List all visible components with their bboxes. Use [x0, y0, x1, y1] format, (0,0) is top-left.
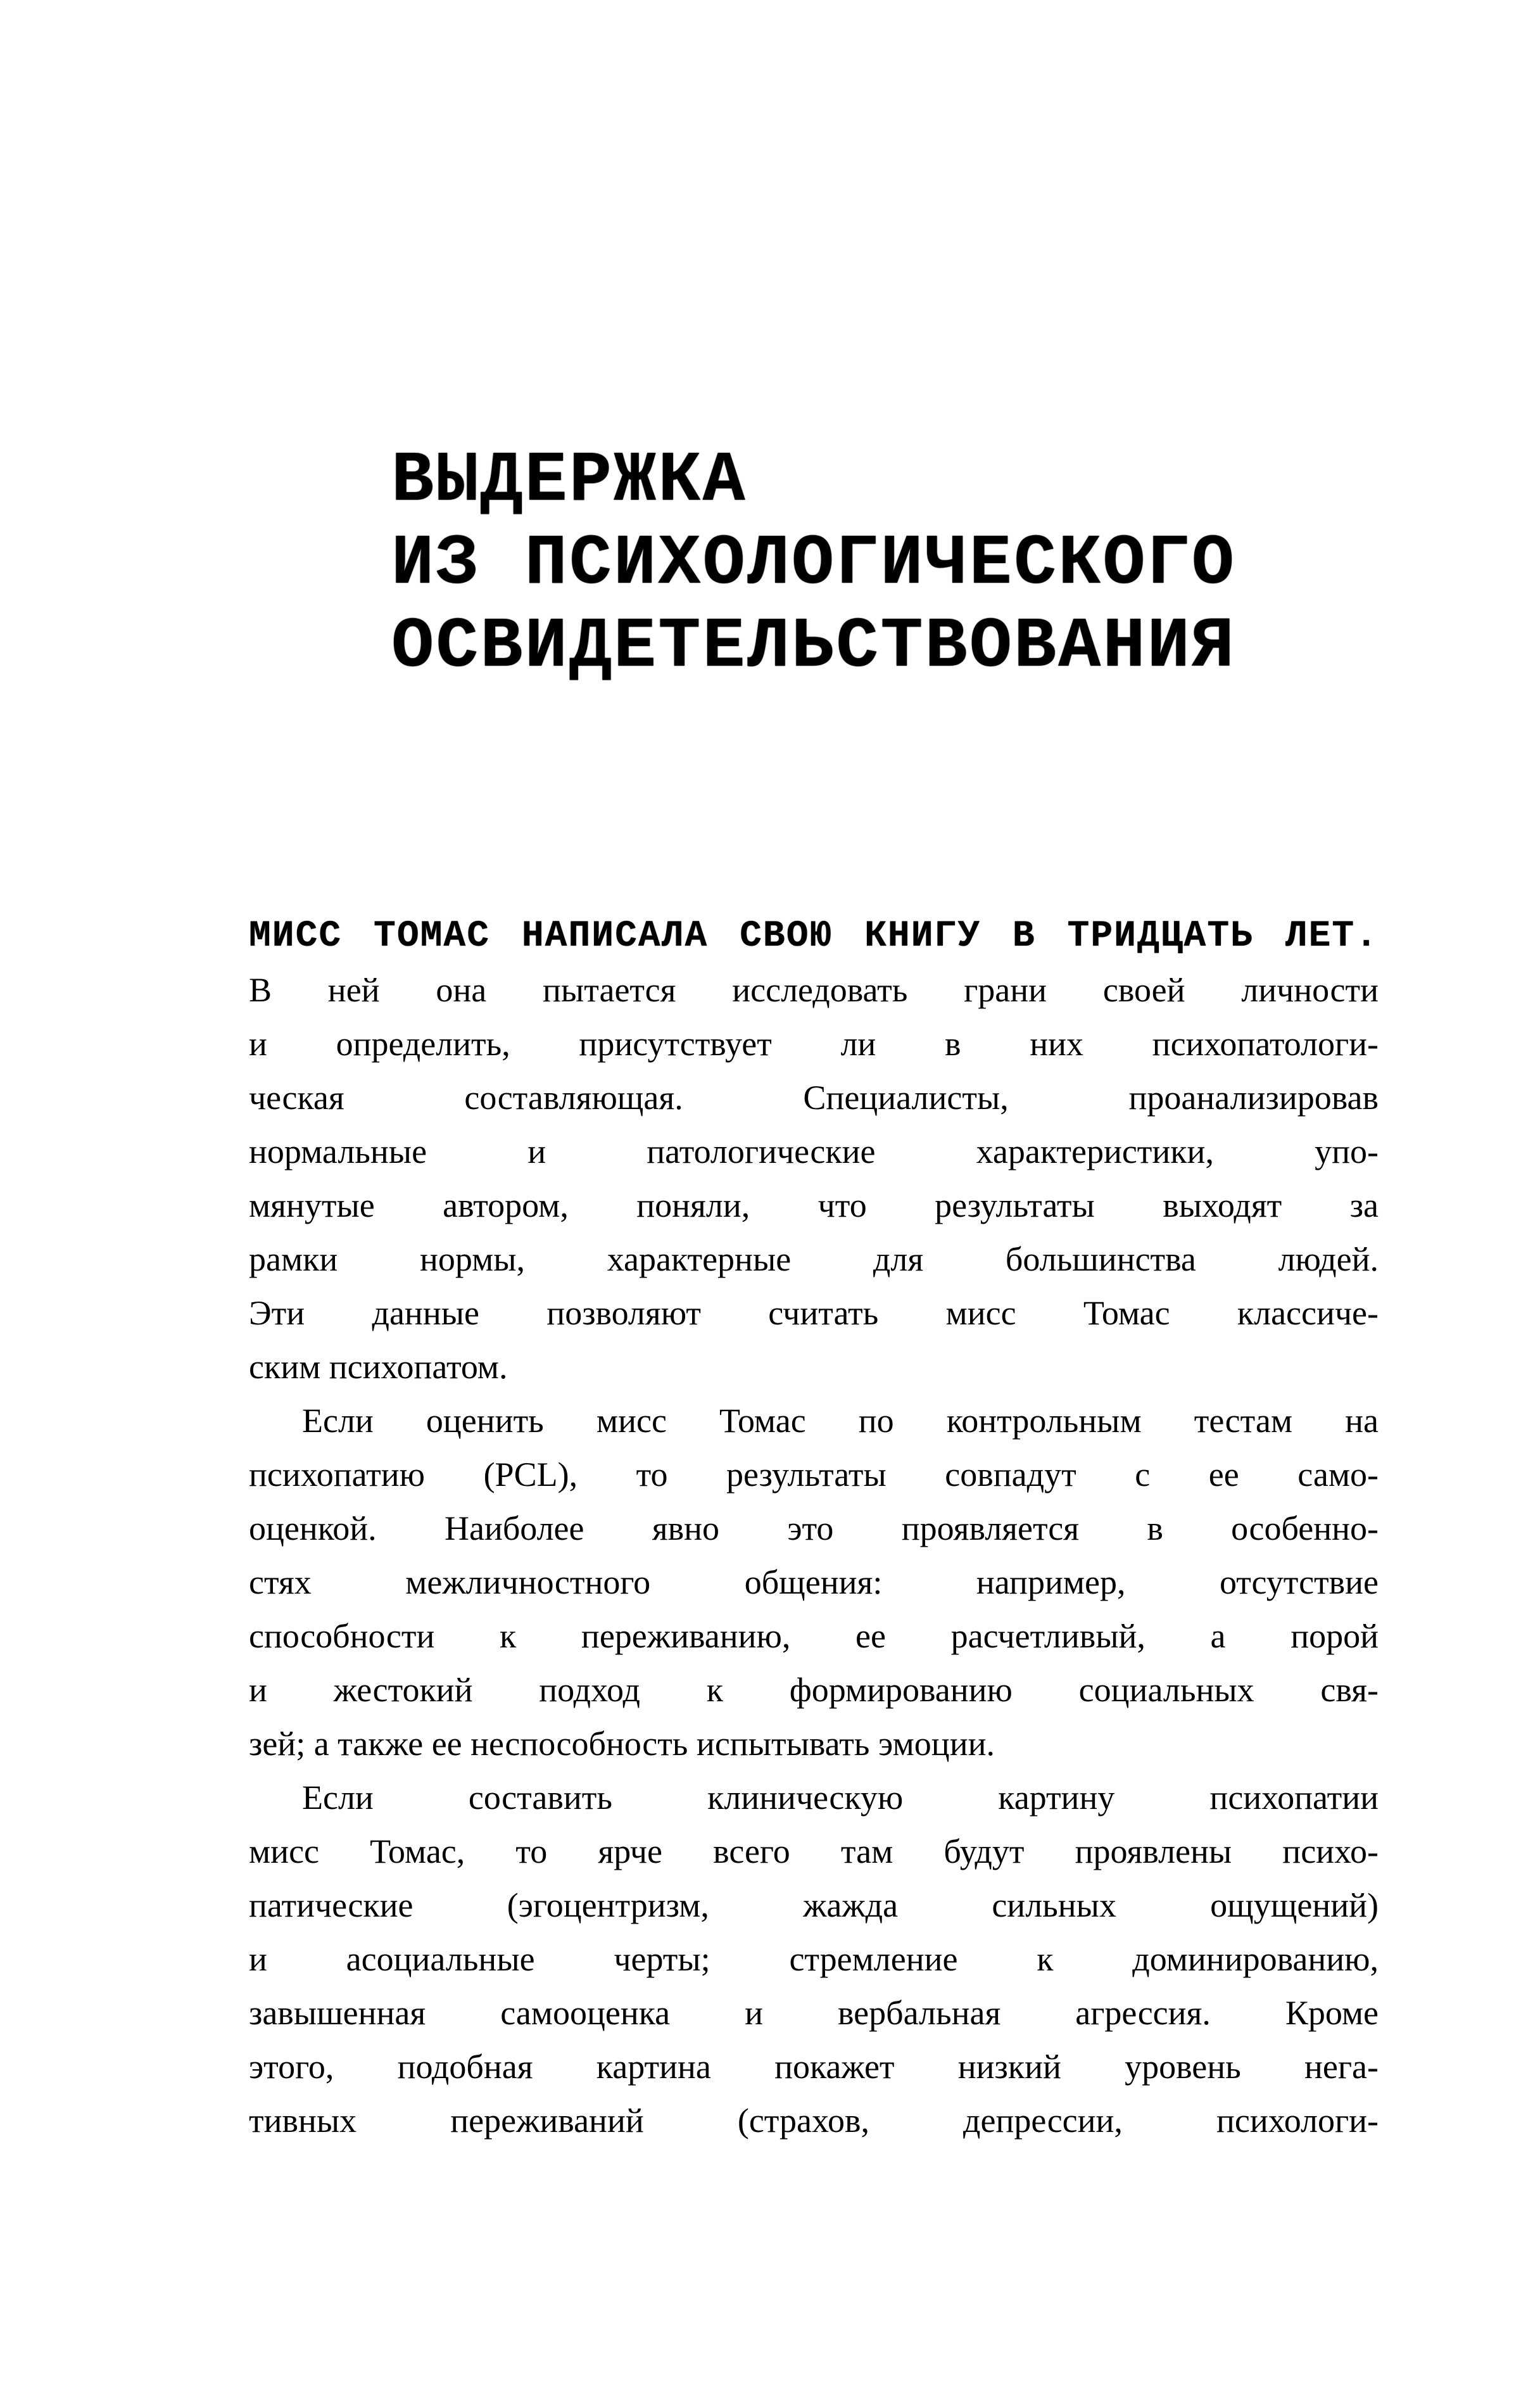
- paragraphs: [249, 963, 1379, 2148]
- lead-sentence: МИСС ТОМАС НАПИСАЛА СВОЮ КНИГУ В ТРИДЦАТЬ ЛЕТ.: [249, 916, 1379, 957]
- text-line: мянутые автором, поняли, что результаты выходят за: [249, 1186, 1379, 1224]
- text-line: психопатию (PCL), то результаты совпадут с ее само-: [249, 1456, 1379, 1494]
- text-line: В ней она пытается исследовать грани своей личности: [249, 971, 1379, 1009]
- chapter-title: [391, 440, 1236, 688]
- text-line: тивных переживаний (страхов, депрессии, психологи-: [249, 2102, 1379, 2140]
- text-line: этого, подобная картина покажет низкий уровень нега-: [249, 2048, 1379, 2086]
- text-line: стях межличностного общения: например, отсутствие: [249, 1563, 1379, 1601]
- body-text: [249, 910, 1379, 2148]
- chapter-title-line-3: ОСВИДЕТЕЛЬСТВОВАНИЯ: [391, 607, 1237, 687]
- text-line: ским психопатом.: [249, 1348, 508, 1386]
- text-line: способности к переживанию, ее расчетливый, а порой: [249, 1617, 1379, 1655]
- text-line: мисс Томас, то ярче всего там будут проявлены психо-: [249, 1832, 1379, 1870]
- text-line: и жестокий подход к формированию социальных свя-: [249, 1671, 1379, 1709]
- chapter-title-line-2: ИЗ ПСИХОЛОГИЧЕСКОГО: [391, 524, 1237, 604]
- text-line: и асоциальные черты; стремление к доминированию,: [249, 1940, 1379, 1978]
- text-line: Если оценить мисс Томас по контрольным тестам на: [302, 1402, 1379, 1440]
- text-line: Если составить клиническую картину психопатии: [302, 1779, 1379, 1817]
- text-line: и определить, присутствует ли в них психопатологи-: [249, 1025, 1379, 1063]
- chapter-title-line-1: ВЫДЕРЖКА: [391, 441, 747, 521]
- text-line: патические (эгоцентризм, жажда сильных ощущений): [249, 1886, 1379, 1924]
- text-line: ческая составляющая. Специалисты, проанализировав: [249, 1079, 1379, 1117]
- text-line: оценкой. Наиболее явно это проявляется в особенно-: [249, 1509, 1379, 1547]
- text-line: Эти данные позволяют считать мисс Томас классиче-: [249, 1294, 1379, 1332]
- text-line: завышенная самооценка и вербальная агрессия. Кроме: [249, 1994, 1379, 2032]
- text-line: рамки нормы, характерные для большинства людей.: [249, 1240, 1379, 1278]
- text-line: нормальные и патологические характеристики, упо-: [249, 1132, 1379, 1170]
- text-line: зей; а также ее неспособность испытывать эмоции.: [249, 1725, 995, 1763]
